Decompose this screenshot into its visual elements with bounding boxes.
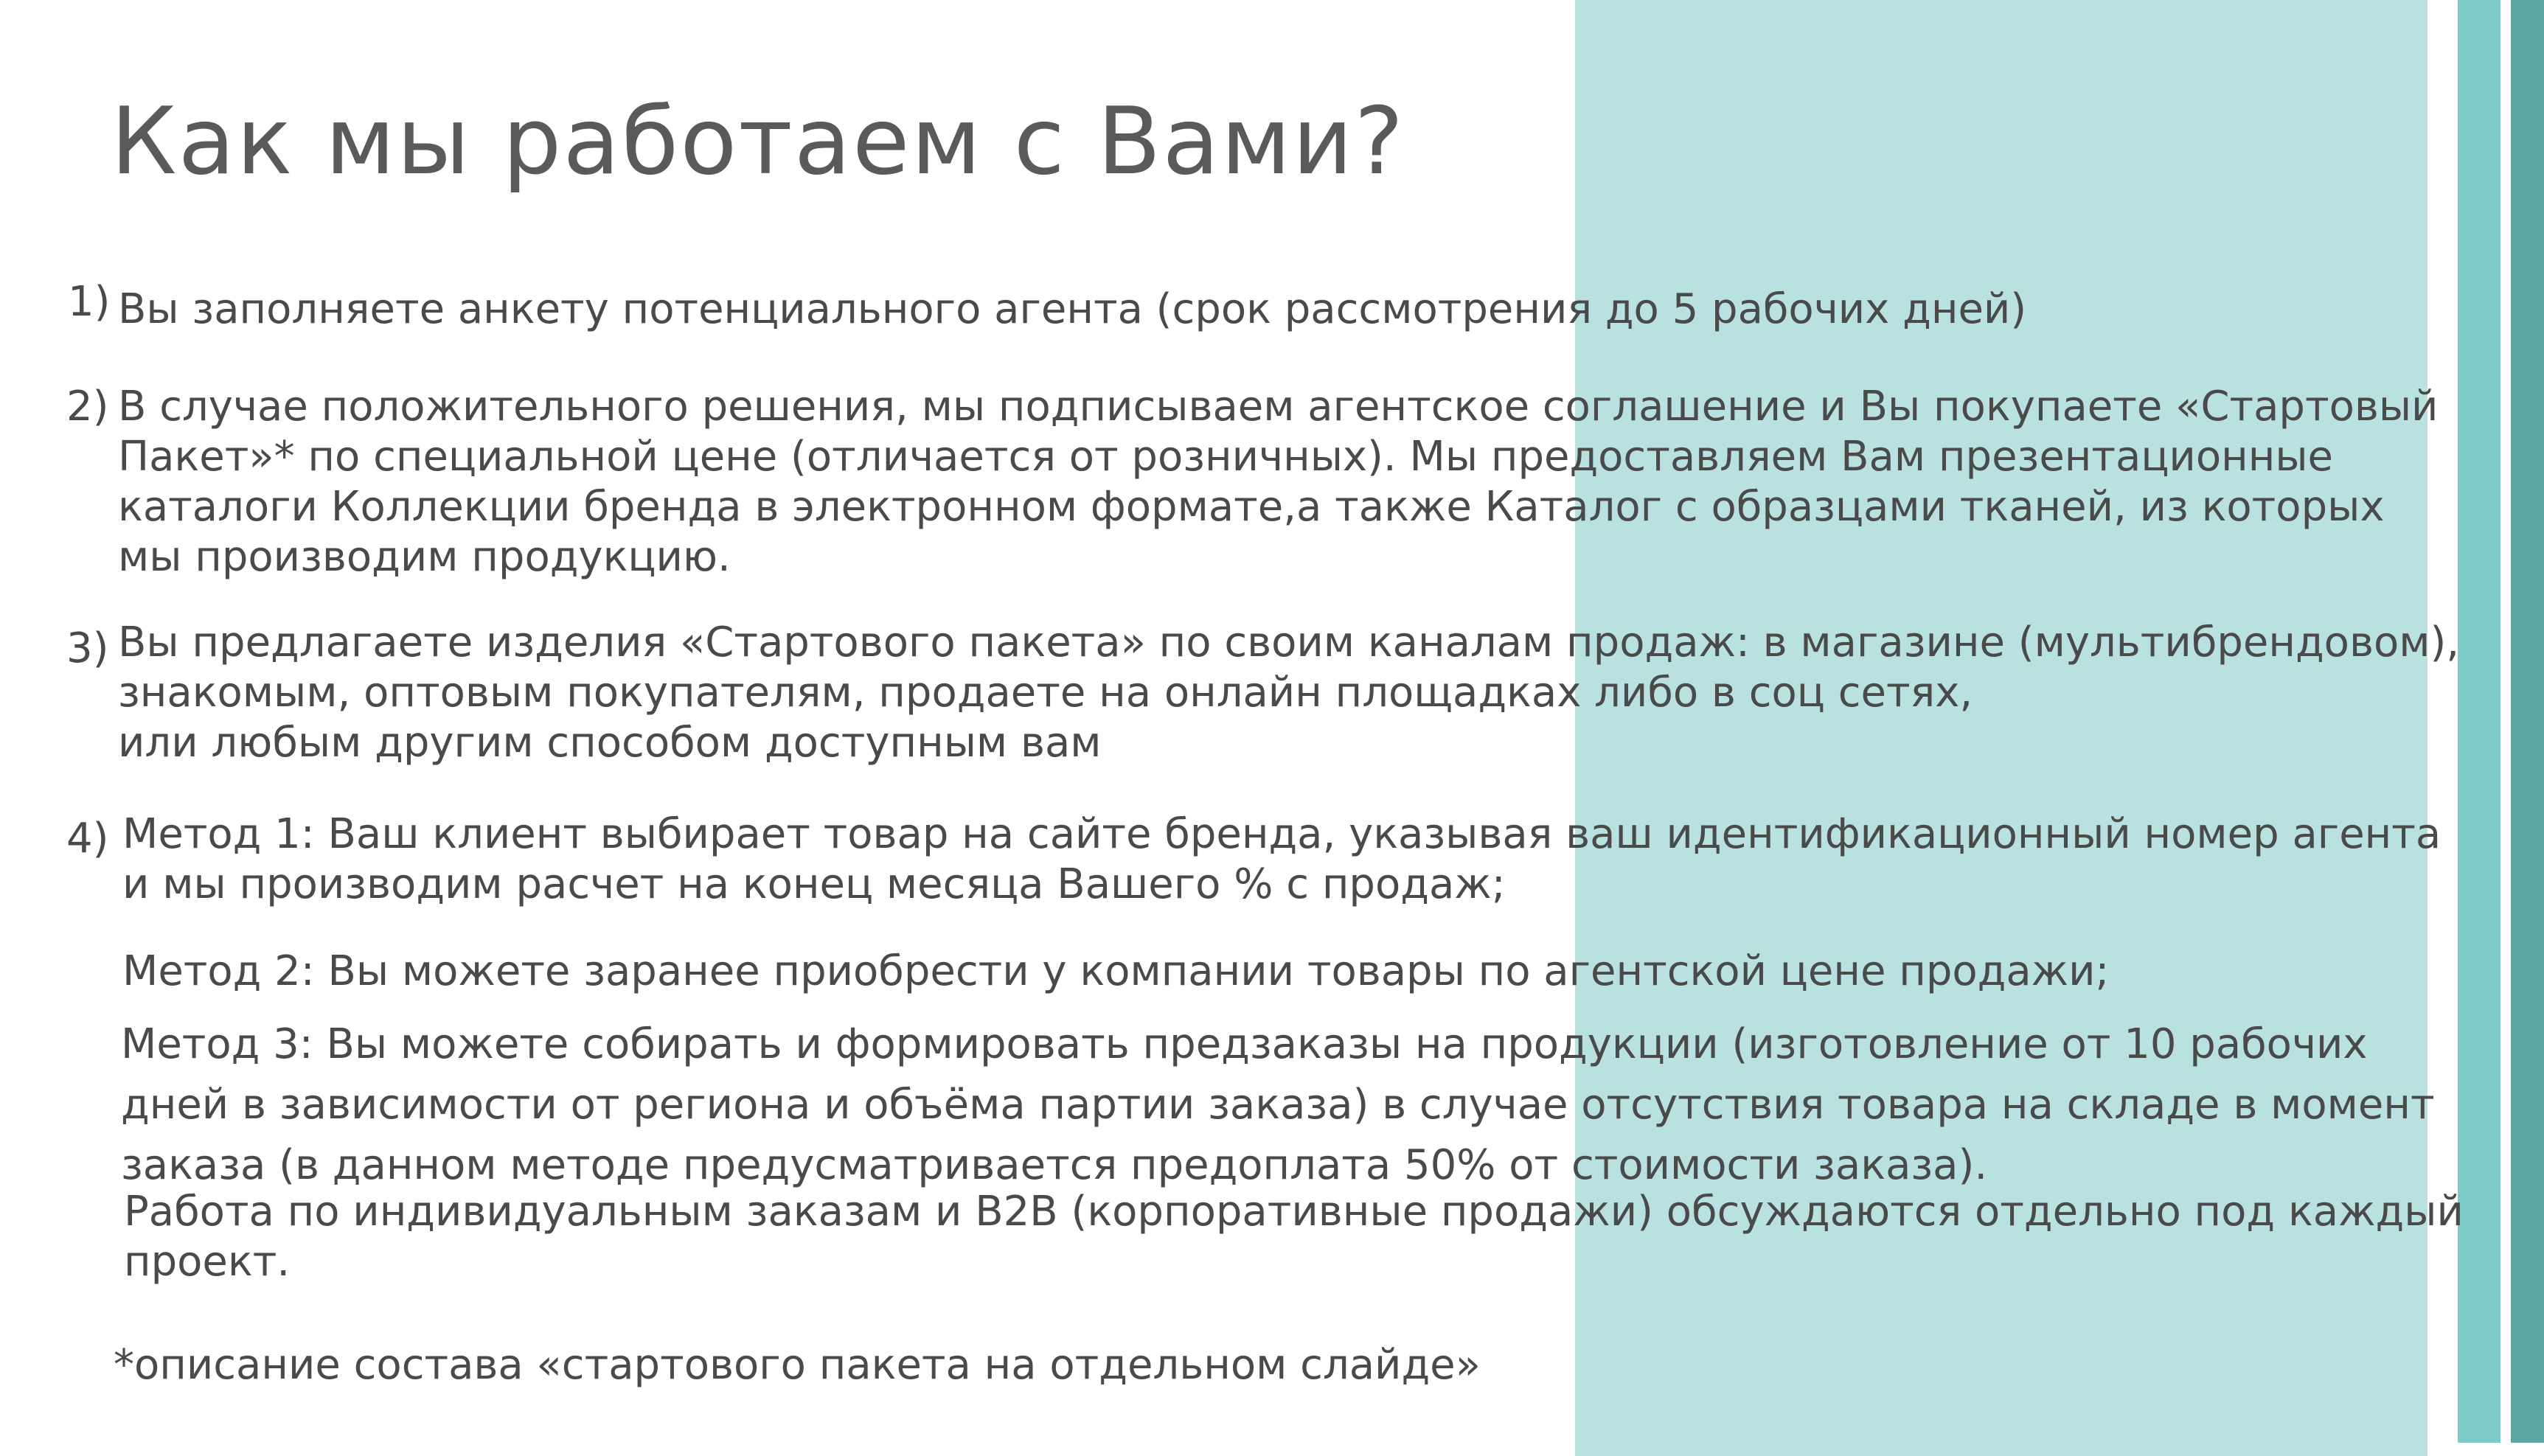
item-3-line-1: Вы предлагаете изделия «Стартового пакета» по своим каналам продаж: в магазине (мультибрендовом),: [118, 619, 2460, 666]
item-4-line-2: и мы производим расчет на конец месяца Вашего % с продаж;: [122, 860, 1506, 908]
method-2-text: [122, 947, 2109, 997]
method-3-line-2: дней в зависимости от региона и объёма партии заказа) в случае отсутствия товара на складе в момент: [121, 1081, 2435, 1129]
decorative-stripe-teal: [2458, 0, 2500, 1443]
item-2-line-4: мы производим продукцию.: [118, 533, 731, 581]
item-2-line-1: В случае положительного решения, мы подписываем агентское соглашение и Вы покупаете «Стартовый: [118, 383, 2439, 431]
method-3-line-3: заказа (в данном методе предусматривается предоплата 50% от стоимости заказа).: [121, 1141, 1988, 1189]
decorative-stripe-dark: [2511, 0, 2544, 1443]
slide-title: Как мы работаем с Вами?: [111, 87, 1405, 195]
footnote-text: [114, 1340, 1481, 1390]
item-4-line-1: Метод 1: Ваш клиент выбирает товар на сайте бренда, указывая ваш идентификационный номер агента: [122, 810, 2442, 858]
footnote-line: *описание состава «стартового пакета на отдельном слайде»: [114, 1341, 1481, 1389]
item-3-line-2: знакомым, оптовым покупателям, продаете на онлайн площадках либо в соц сетях,: [118, 669, 1973, 717]
item-4-text: [122, 809, 2441, 910]
item-2-line-2: Пакет»* по специальной цене (отличается от розничных). Мы предоставляем Вам презентационные: [118, 433, 2333, 481]
item-4-number: 4): [66, 815, 109, 863]
item-3-text: [118, 618, 2459, 768]
b2b-line-2: проект.: [124, 1238, 291, 1286]
item-2-line-3: каталоги Коллекции бренда в электронном формате,а также Каталог с образцами тканей, из которых: [118, 483, 2385, 531]
item-2-text: [118, 382, 2438, 582]
item-3-line-3: или любым другим способом доступным вам: [118, 719, 1102, 767]
method-3-text: [121, 1014, 2435, 1196]
b2b-text: [124, 1187, 2464, 1287]
item-2-number: 2): [66, 383, 109, 431]
method-3-line-1: Метод 3: Вы можете собирать и формировать предзаказы на продукции (изготовление от 10 рабочих: [121, 1020, 2368, 1068]
b2b-line-1: Работа по индивидуальным заказам и B2B (корпоративные продажи) обсуждаются отдельно под каждый: [124, 1188, 2464, 1236]
item-1-number: 1): [68, 278, 111, 326]
item-1-text: [118, 285, 2026, 335]
item-1-line-1: Вы заполняете анкету потенциального агента (срок рассмотрения до 5 рабочих дней): [118, 285, 2027, 333]
method-2-line-1: Метод 2: Вы можете заранее приобрести у компании товары по агентской цене продажи;: [122, 947, 2110, 995]
item-3-number: 3): [66, 624, 109, 672]
